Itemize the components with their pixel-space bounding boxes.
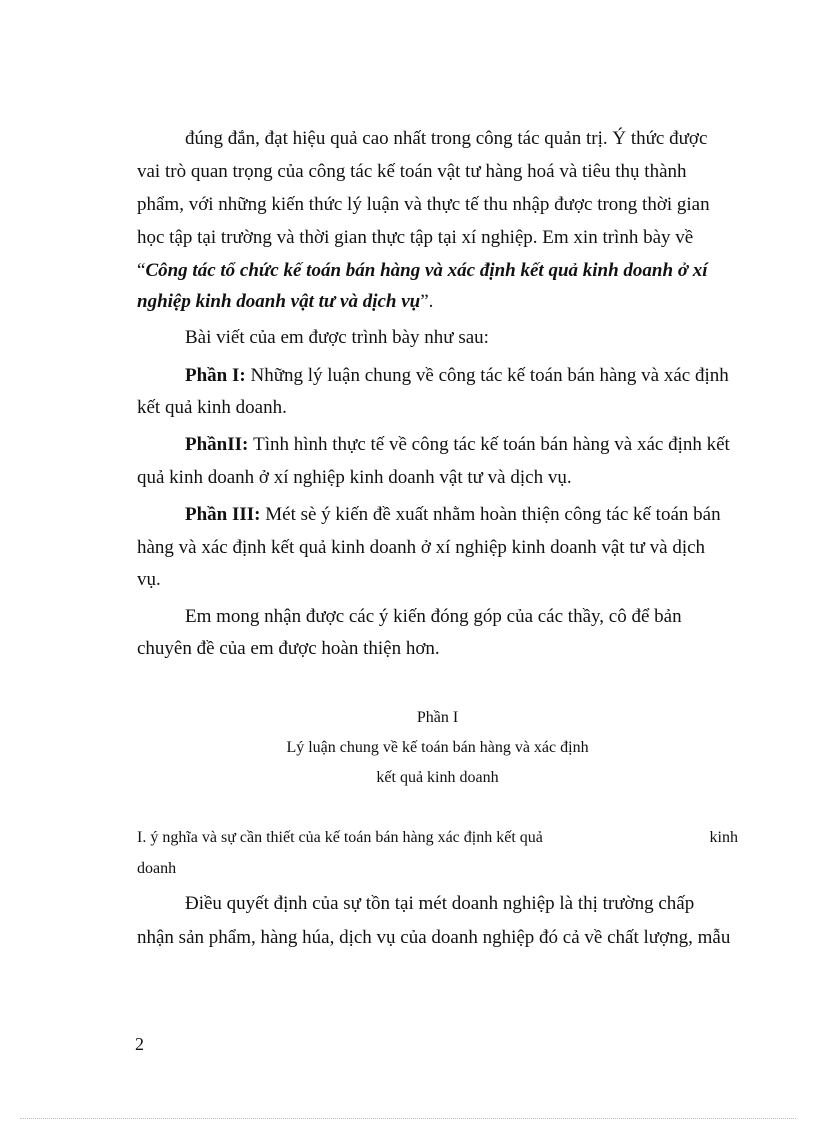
closing-text: chuyên đề của em được hoàn thiện hơn. bbox=[137, 638, 440, 659]
page-footer-divider bbox=[20, 1118, 796, 1119]
text-line: phẩm, với những kiến thức lý luận và thực tế thu nhập được trong thời gian bbox=[137, 194, 710, 215]
part-label: Phần III: bbox=[185, 504, 261, 525]
body-text: nhận sản phẩm, hàng húa, dịch vụ của doanh nghiệp đó cả về chất lượng, mẫu bbox=[137, 927, 731, 948]
part-label: PhầnII: bbox=[185, 434, 249, 455]
part-text: Tình hình thực tế về công tác kế toán bán hàng và xác định kết bbox=[253, 434, 730, 455]
part-text: Mét sè ý kiến đề xuất nhằm hoàn thiện công tác kế toán bán bbox=[265, 504, 721, 525]
section-heading bbox=[137, 826, 738, 850]
closing-text: Em mong nhận được các ý kiến đóng góp của các thầy, cô để bản bbox=[185, 606, 682, 627]
paragraph-line bbox=[137, 290, 738, 314]
part-text: hàng và xác định kết quả kinh doanh ở xí nghiệp kinh doanh vật tư và dịch bbox=[137, 537, 706, 558]
part-line bbox=[137, 568, 738, 592]
report-title-line: Công tác tổ chức kế toán bán hàng và xác định kết quả kinh doanh ở xí bbox=[145, 260, 708, 281]
paragraph-line bbox=[137, 259, 738, 283]
paragraph-line bbox=[137, 160, 738, 184]
close-quote: ”. bbox=[420, 291, 434, 312]
part-text: Những lý luận chung về công tác kế toán bán hàng và xác định bbox=[250, 365, 729, 386]
intro-line bbox=[185, 326, 738, 350]
chapter-title: Phần I bbox=[416, 709, 459, 726]
part-text: quả kinh doanh ở xí nghiệp kinh doanh vật tư và dịch vụ. bbox=[137, 467, 572, 488]
open-quote: “ bbox=[137, 260, 146, 281]
text-line: vai trò quan trọng của công tác kế toán vật tư hàng hoá và tiêu thụ thành bbox=[137, 161, 687, 182]
part-line bbox=[137, 466, 738, 490]
intro-text: Bài viết của em được trình bày như sau: bbox=[185, 327, 489, 348]
page-number: 2 bbox=[135, 1034, 144, 1054]
part-line bbox=[137, 536, 738, 560]
closing-line bbox=[185, 605, 738, 629]
part-label: Phần I: bbox=[185, 365, 246, 386]
body-line bbox=[185, 892, 738, 916]
paragraph-line bbox=[185, 127, 738, 151]
paragraph-line bbox=[137, 226, 738, 250]
section-heading-text: doanh bbox=[137, 860, 177, 877]
chapter-subtitle: kết quả kinh doanh bbox=[376, 769, 499, 786]
part-line bbox=[137, 396, 738, 420]
part-line bbox=[185, 433, 738, 457]
part-text: vụ. bbox=[137, 569, 161, 590]
section-heading bbox=[137, 857, 738, 881]
report-title-line: nghiệp kinh doanh vật tư và dịch vụ bbox=[137, 291, 421, 312]
part-line bbox=[185, 364, 738, 388]
text-line: đúng đắn, đạt hiệu quả cao nhất trong công tác quản trị. Ý thức được bbox=[185, 128, 708, 149]
chapter-subtitle: Lý luận chung về kế toán bán hàng và xác định bbox=[286, 739, 589, 756]
body-text: Điều quyết định của sự tồn tại mét doanh nghiệp là thị trường chấp bbox=[185, 893, 695, 914]
section-heading-text: I. ý nghĩa và sự cần thiết của kế toán bán hàng xác định kết quả bbox=[137, 829, 543, 846]
closing-line bbox=[137, 637, 738, 661]
body-line bbox=[137, 926, 738, 950]
part-line bbox=[185, 503, 738, 527]
paragraph-line bbox=[137, 193, 738, 217]
section-heading-tail: kinh bbox=[709, 829, 738, 846]
part-text: kết quả kinh doanh. bbox=[137, 397, 287, 418]
text-line: học tập tại trường và thời gian thực tập tại xí nghiệp. Em xin trình bày về bbox=[137, 227, 694, 248]
